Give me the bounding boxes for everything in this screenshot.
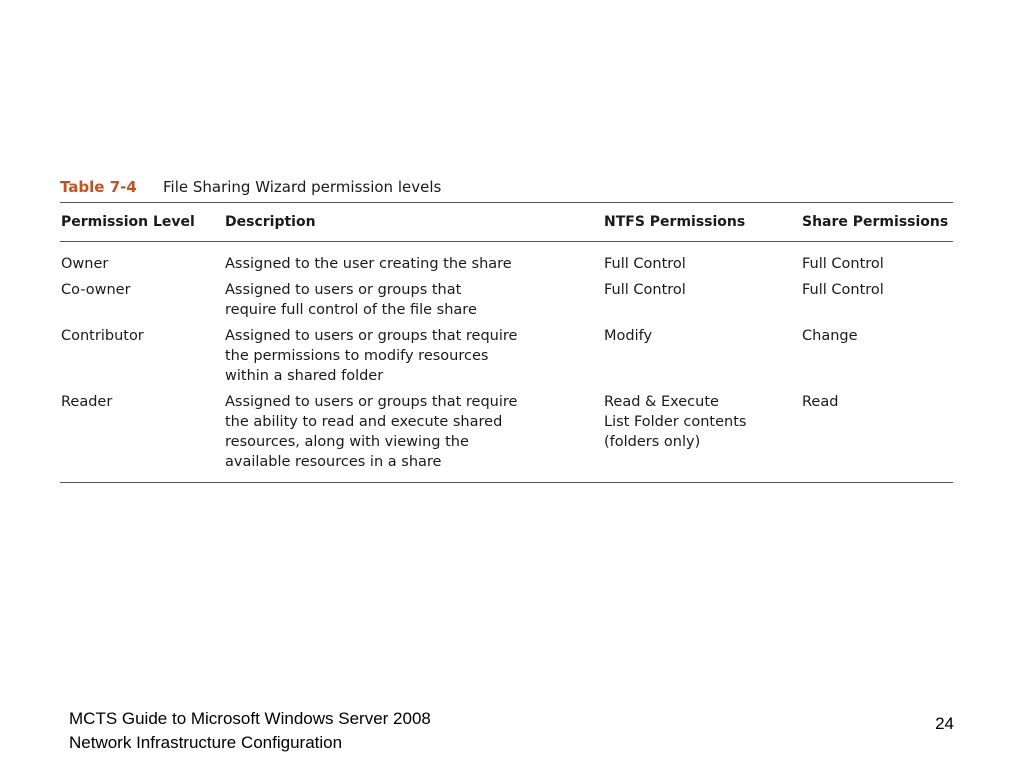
header-permission-level: Permission Level [60,203,224,242]
cell-permission-level: Co-owner [61,282,131,298]
header-ntfs-permissions: NTFS Permissions [603,203,801,242]
header-description: Description [224,203,603,242]
cell-description: Assigned to users or groups that require the ability to read and execute shared resources, along with viewing the available resources in a share [225,394,518,470]
cell-permission-level: Contributor [61,328,144,344]
header-share-permissions: Share Permissions [801,203,953,242]
cell-share-permissions: Read [802,394,839,410]
cell-permission-level: Reader [61,394,113,410]
footer-book-title: MCTS Guide to Microsoft Windows Server 2008 [69,709,431,728]
cell-share-permissions: Change [802,328,858,344]
cell-ntfs-permissions: Read & Execute List Folder contents (folders only) [604,394,747,450]
slide-footer [69,707,431,755]
table-title: File Sharing Wizard permission levels [163,178,442,196]
cell-description: Assigned to users or groups that require full control of the file share [225,282,477,318]
cell-share-permissions: Full Control [802,256,884,272]
cell-share-permissions: Full Control [802,282,884,298]
cell-ntfs-permissions: Full Control [604,282,686,298]
footer-book-subtitle: Network Infrastructure Configuration [69,733,343,752]
permission-table-block [60,172,953,483]
cell-ntfs-permissions: Full Control [604,256,686,272]
table-header-row [60,203,953,242]
table-row [60,326,953,392]
cell-description: Assigned to the user creating the share [225,256,512,272]
table-row [60,242,953,281]
table-number: Table 7-4 [60,178,137,196]
cell-ntfs-permissions: Modify [604,328,653,344]
cell-description: Assigned to users or groups that require the permissions to modify resources within a shared folder [225,328,518,384]
table-row [60,392,953,482]
cell-permission-level: Owner [61,256,109,272]
page-number: 24 [935,714,954,733]
table-row [60,280,953,326]
permission-levels-table [60,202,953,482]
table-caption [60,172,953,202]
table-bottom-rule [60,482,953,483]
